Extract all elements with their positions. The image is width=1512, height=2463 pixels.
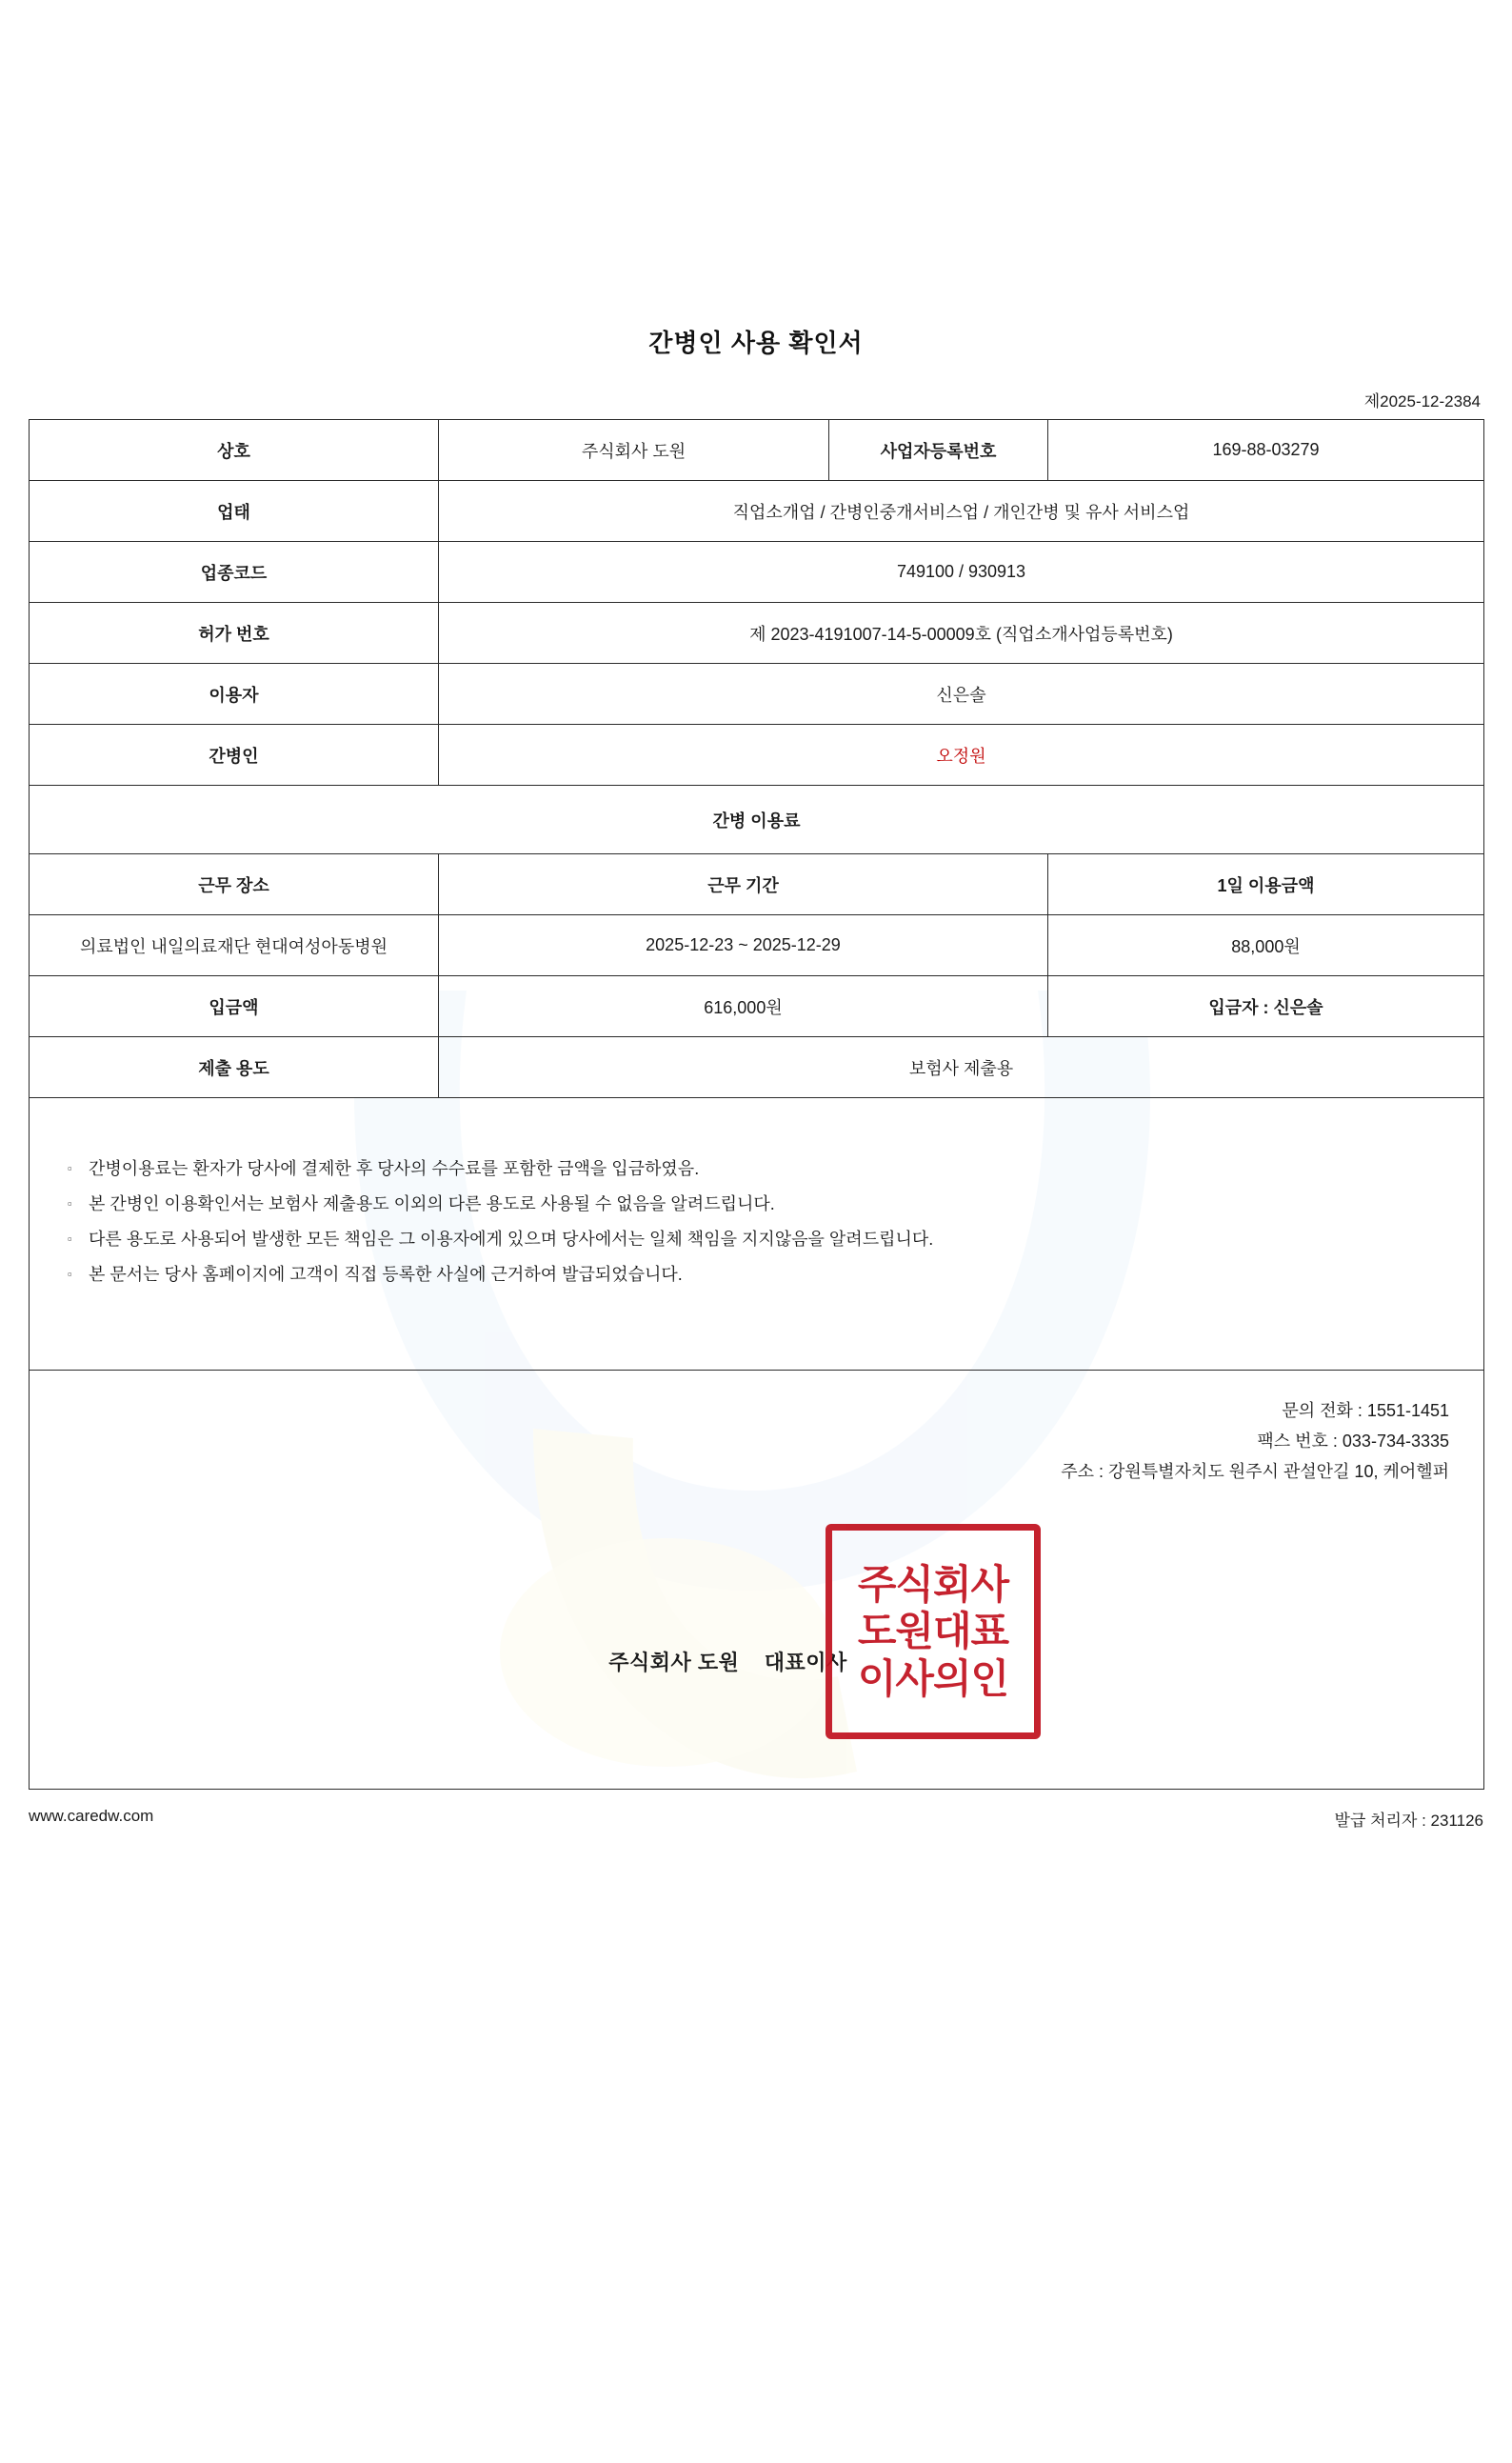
bullet-icon: ▫ <box>68 1266 72 1281</box>
value-work-place: 의료법인 내일의료재단 현대여성아동병원 <box>30 915 439 976</box>
value-caregiver: 오정원 <box>439 725 1484 786</box>
label-caregiver: 간병인 <box>30 725 439 786</box>
table-row <box>30 481 1484 542</box>
contact-address: 주소 : 강원특별자치도 원주시 관설안길 10, 케어헬퍼 <box>1061 1462 1450 1482</box>
document-page <box>0 324 1512 2463</box>
footer-issuer: 발급 처리자 : 231126 <box>1334 1812 1483 1830</box>
header-work-place: 근무 장소 <box>30 854 439 915</box>
bullet-icon: ▫ <box>68 1231 72 1246</box>
note-item <box>68 1187 1445 1222</box>
page-title: 간병인 사용 확인서 <box>648 329 864 357</box>
table-row <box>30 1098 1484 1371</box>
note-item <box>68 1257 1445 1292</box>
notes-block <box>30 1098 1484 1371</box>
table-row <box>30 915 1484 976</box>
value-daily-fee: 88,000원 <box>1048 915 1484 976</box>
label-purpose: 제출 용도 <box>30 1037 439 1098</box>
value-work-period: 2025-12-23 ~ 2025-12-29 <box>439 915 1048 976</box>
note-text: 본 간병인 이용확인서는 보험사 제출용도 이외의 다른 용도로 사용될 수 없음을 알려드립니다. <box>89 1193 775 1213</box>
seal-line-2: 도원대표 <box>857 1608 1009 1655</box>
header-work-period: 근무 기간 <box>439 854 1048 915</box>
table-row <box>30 976 1484 1037</box>
table-row <box>30 603 1484 664</box>
value-depositor: 입금자 : 신은솔 <box>1048 976 1484 1037</box>
table-row <box>30 542 1484 603</box>
table-row <box>30 854 1484 915</box>
seal-line-1: 주식회사 <box>857 1560 1009 1608</box>
signature-block <box>30 1371 1484 1790</box>
value-license-number: 제 2023-4191007-14-5-00009호 (직업소개사업등록번호) <box>439 603 1484 664</box>
label-user: 이용자 <box>30 664 439 725</box>
table-row <box>30 1037 1484 1098</box>
label-license-number: 허가 번호 <box>30 603 439 664</box>
label-business-number: 사업자등록번호 <box>829 420 1048 481</box>
table-row <box>30 664 1484 725</box>
label-industry-code: 업종코드 <box>30 542 439 603</box>
company-seal-stamp <box>826 1524 1041 1739</box>
table-row <box>30 420 1484 481</box>
label-company-name: 상호 <box>30 420 439 481</box>
contact-phone: 문의 전화 : 1551-1451 <box>1282 1401 1450 1420</box>
value-deposit-amount: 616,000원 <box>439 976 1048 1037</box>
label-business-type: 업태 <box>30 481 439 542</box>
contact-fax: 팩스 번호 : 033-734-3335 <box>1257 1432 1450 1452</box>
value-purpose: 보험사 제출용 <box>439 1037 1484 1098</box>
note-item <box>68 1151 1445 1187</box>
table-row <box>30 1371 1484 1790</box>
bullet-icon: ▫ <box>68 1161 72 1175</box>
header-daily-fee: 1일 이용금액 <box>1048 854 1484 915</box>
note-text: 간병이용료는 환자가 당사에 결제한 후 당사의 수수료를 포함한 금액을 입금하였음. <box>89 1159 700 1178</box>
value-user: 신은솔 <box>439 664 1484 725</box>
contact-info <box>30 1371 1483 1487</box>
signature-line <box>30 1560 1483 1702</box>
value-business-type: 직업소개업 / 간병인중개서비스업 / 개인간병 및 유사 서비스업 <box>439 481 1484 542</box>
value-industry-code: 749100 / 930913 <box>439 542 1484 603</box>
certificate-table <box>29 419 1484 1790</box>
page-footer <box>29 1807 1483 1831</box>
value-company-name: 주식회사 도원 <box>439 420 829 481</box>
label-deposit-amount: 입금액 <box>30 976 439 1037</box>
bullet-icon: ▫ <box>68 1195 72 1211</box>
note-text: 다른 용도로 사용되어 발생한 모든 책임은 그 이용자에게 있으며 당사에서는 일체 책임을 지지않음을 알려드립니다. <box>89 1229 934 1249</box>
section-heading-fee: 간병 이용료 <box>30 786 1484 854</box>
note-text: 본 문서는 당사 홈페이지에 고객이 직접 등록한 사실에 근거하여 발급되었습니다. <box>89 1264 683 1284</box>
value-business-number: 169-88-03279 <box>1048 420 1484 481</box>
note-item <box>68 1222 1445 1257</box>
table-row <box>30 786 1484 854</box>
table-row <box>30 725 1484 786</box>
footer-website[interactable]: www.caredw.com <box>29 1807 154 1825</box>
seal-line-3: 이사의인 <box>857 1654 1009 1702</box>
signature-name: 주식회사 도원 대표이사 <box>608 1651 847 1674</box>
document-number: 제2025-12-2384 <box>1363 392 1481 410</box>
